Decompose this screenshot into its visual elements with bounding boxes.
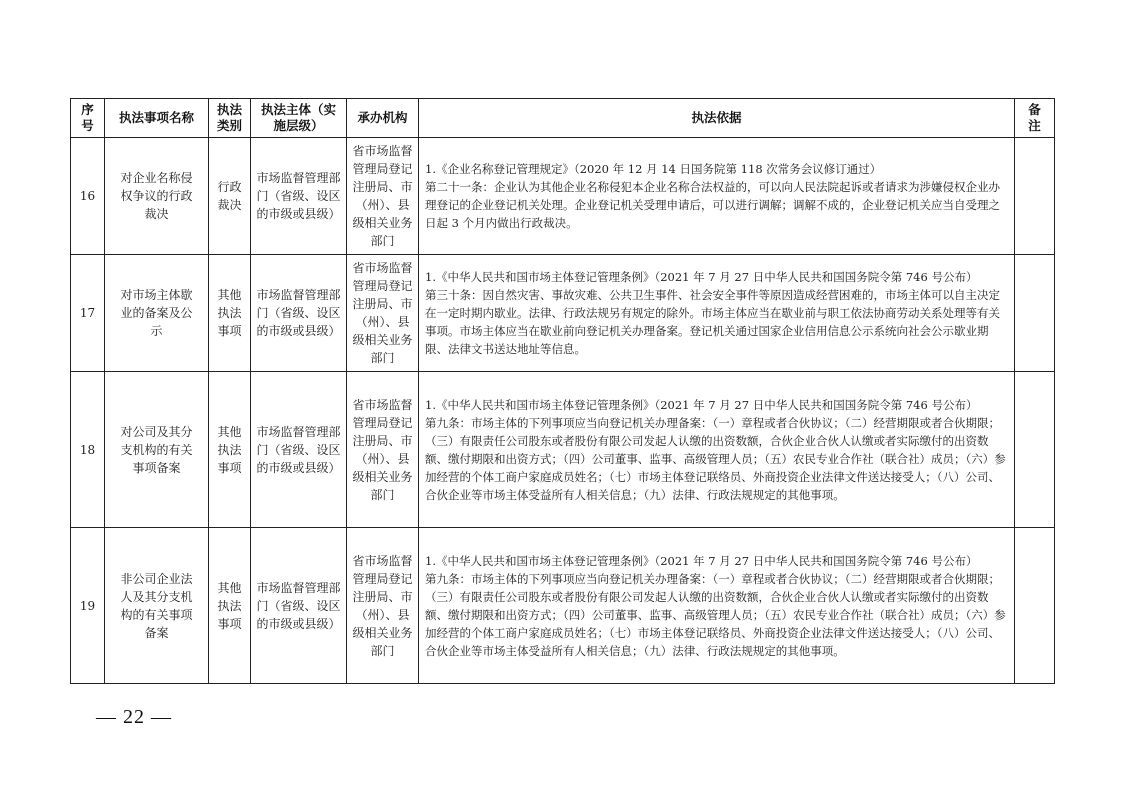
row-agency: 省市场监督管理局登记注册局、市（州）、县级相关业务部门 xyxy=(347,138,419,255)
row-subject: 市场监督管理部门（省级、设区的市级或县级） xyxy=(251,372,347,528)
page-number: — 22 — xyxy=(96,706,172,728)
table-row xyxy=(71,528,1055,684)
basis-title: 1.《中华人民共和国市场主体登记管理条例》（2021 年 7 月 27 日中华人民共和国国务院令第 746 号公布） xyxy=(425,397,978,412)
header-name: 执法事项名称 xyxy=(105,99,209,138)
table-row xyxy=(71,255,1055,372)
row-no: 17 xyxy=(71,255,105,372)
table-row xyxy=(71,138,1055,255)
basis-title: 1.《企业名称登记管理规定》（2020 年 12 月 14 日国务院第 118 次常务会议修订通过） xyxy=(425,162,882,176)
row-subject: 市场监督管理部门（省级、设区的市级或县级） xyxy=(251,255,347,372)
basis-title: 1.《中华人民共和国市场主体登记管理条例》（2021 年 7 月 27 日中华人民共和国国务院令第 746 号公布） xyxy=(425,553,978,568)
header-basis: 执法依据 xyxy=(419,99,1015,138)
basis-title: 1.《中华人民共和国市场主体登记管理条例》（2021 年 7 月 27 日中华人民共和国国务院令第 746 号公布） xyxy=(425,270,978,284)
row-agency: 省市场监督管理局登记注册局、市（州）、县级相关业务部门 xyxy=(347,255,419,372)
row-subject: 市场监督管理部门（省级、设区的市级或县级） xyxy=(251,528,347,684)
row-remark xyxy=(1015,255,1055,372)
basis-text: 第九条：市场主体的下列事项应当向登记机关办理备案：（一）章程或者合伙协议；（二）经营期限或者合伙期限；（三）有限责任公司股东或者股份有限公司发起人认缴的出资数额，合伙企业合伙人认缴或者实际缴付的出资数额、缴付期限和出资方式；（四）公司董事、监事、高级管理人员；（五）农民专业合作社（联合社）成员；（六）参加经营的个体工商户家庭成员姓名；（七）市场主体登记联络员、外商投资企业法律文件送达接受人；（八）公司、合伙企业等市场主体受益所有人相关信息；（九）法律、行政法规规定的其他事项。 xyxy=(425,415,1006,502)
row-subject: 市场监督管理部门（省级、设区的市级或县级） xyxy=(251,138,347,255)
basis-text: 第九条：市场主体的下列事项应当向登记机关办理备案：（一）章程或者合伙协议；（二）经营期限或者合伙期限；（三）有限责任公司股东或者股份有限公司发起人认缴的出资数额，合伙企业合伙人认缴或者实际缴付的出资数额、缴付期限和出资方式；（四）公司董事、监事、高级管理人员；（五）农民专业合作社（联合社）成员；（六）参加经营的个体工商户家庭成员姓名；（七）市场主体登记联络员、外商投资企业法律文件送达接受人；（八）公司、合伙企业等市场主体受益所有人相关信息；（九）法律、行政法规规定的其他事项。 xyxy=(425,571,1006,658)
row-category: 行政裁决 xyxy=(209,138,251,255)
row-no: 16 xyxy=(71,138,105,255)
header-subject: 执法主体（实施层级） xyxy=(251,99,347,138)
row-name: 对公司及其分支机构的有关事项备案 xyxy=(105,372,209,528)
row-category: 其他执法事项 xyxy=(209,255,251,372)
enforcement-items-table xyxy=(70,98,1055,684)
header-no: 序号 xyxy=(71,99,105,138)
row-agency: 省市场监督管理局登记注册局、市（州）、县级相关业务部门 xyxy=(347,372,419,528)
basis-text: 第三十条：因自然灾害、事故灾难、公共卫生事件、社会安全事件等原因造成经营困难的，市场主体可以自主决定在一定时期内歇业。法律、行政法规另有规定的除外。市场主体应当在歇业前与职工依法协商劳动关系处理等有关事项。市场主体应当在歇业前向登记机关办理备案。登记机关通过国家企业信用信息公示系统向社会公示歇业期限、法律文书送达地址等信息。 xyxy=(425,288,1000,356)
row-remark xyxy=(1015,138,1055,255)
row-basis xyxy=(419,255,1015,372)
row-no: 19 xyxy=(71,528,105,684)
row-basis xyxy=(419,528,1015,684)
header-agency: 承办机构 xyxy=(347,99,419,138)
row-basis xyxy=(419,372,1015,528)
table-header-row xyxy=(71,99,1055,138)
header-remark: 备注 xyxy=(1015,99,1055,138)
row-category: 其他执法事项 xyxy=(209,372,251,528)
row-name: 对市场主体歇业的备案及公示 xyxy=(105,255,209,372)
row-basis xyxy=(419,138,1015,255)
header-category: 执法类别 xyxy=(209,99,251,138)
row-agency: 省市场监督管理局登记注册局、市（州）、县级相关业务部门 xyxy=(347,528,419,684)
table-row xyxy=(71,372,1055,528)
row-no: 18 xyxy=(71,372,105,528)
row-name: 非公司企业法人及其分支机构的有关事项备案 xyxy=(105,528,209,684)
row-remark xyxy=(1015,372,1055,528)
basis-text: 第二十一条：企业认为其他企业名称侵犯本企业名称合法权益的，可以向人民法院起诉或者请求为涉嫌侵权企业办理登记的企业登记机关处理。企业登记机关受理申请后，可以进行调解；调解不成的，企业登记机关应当自受理之日起 3 个月内做出行政裁决。 xyxy=(425,180,1000,230)
row-remark xyxy=(1015,528,1055,684)
row-name: 对企业名称侵权争议的行政裁决 xyxy=(105,138,209,255)
row-category: 其他执法事项 xyxy=(209,528,251,684)
